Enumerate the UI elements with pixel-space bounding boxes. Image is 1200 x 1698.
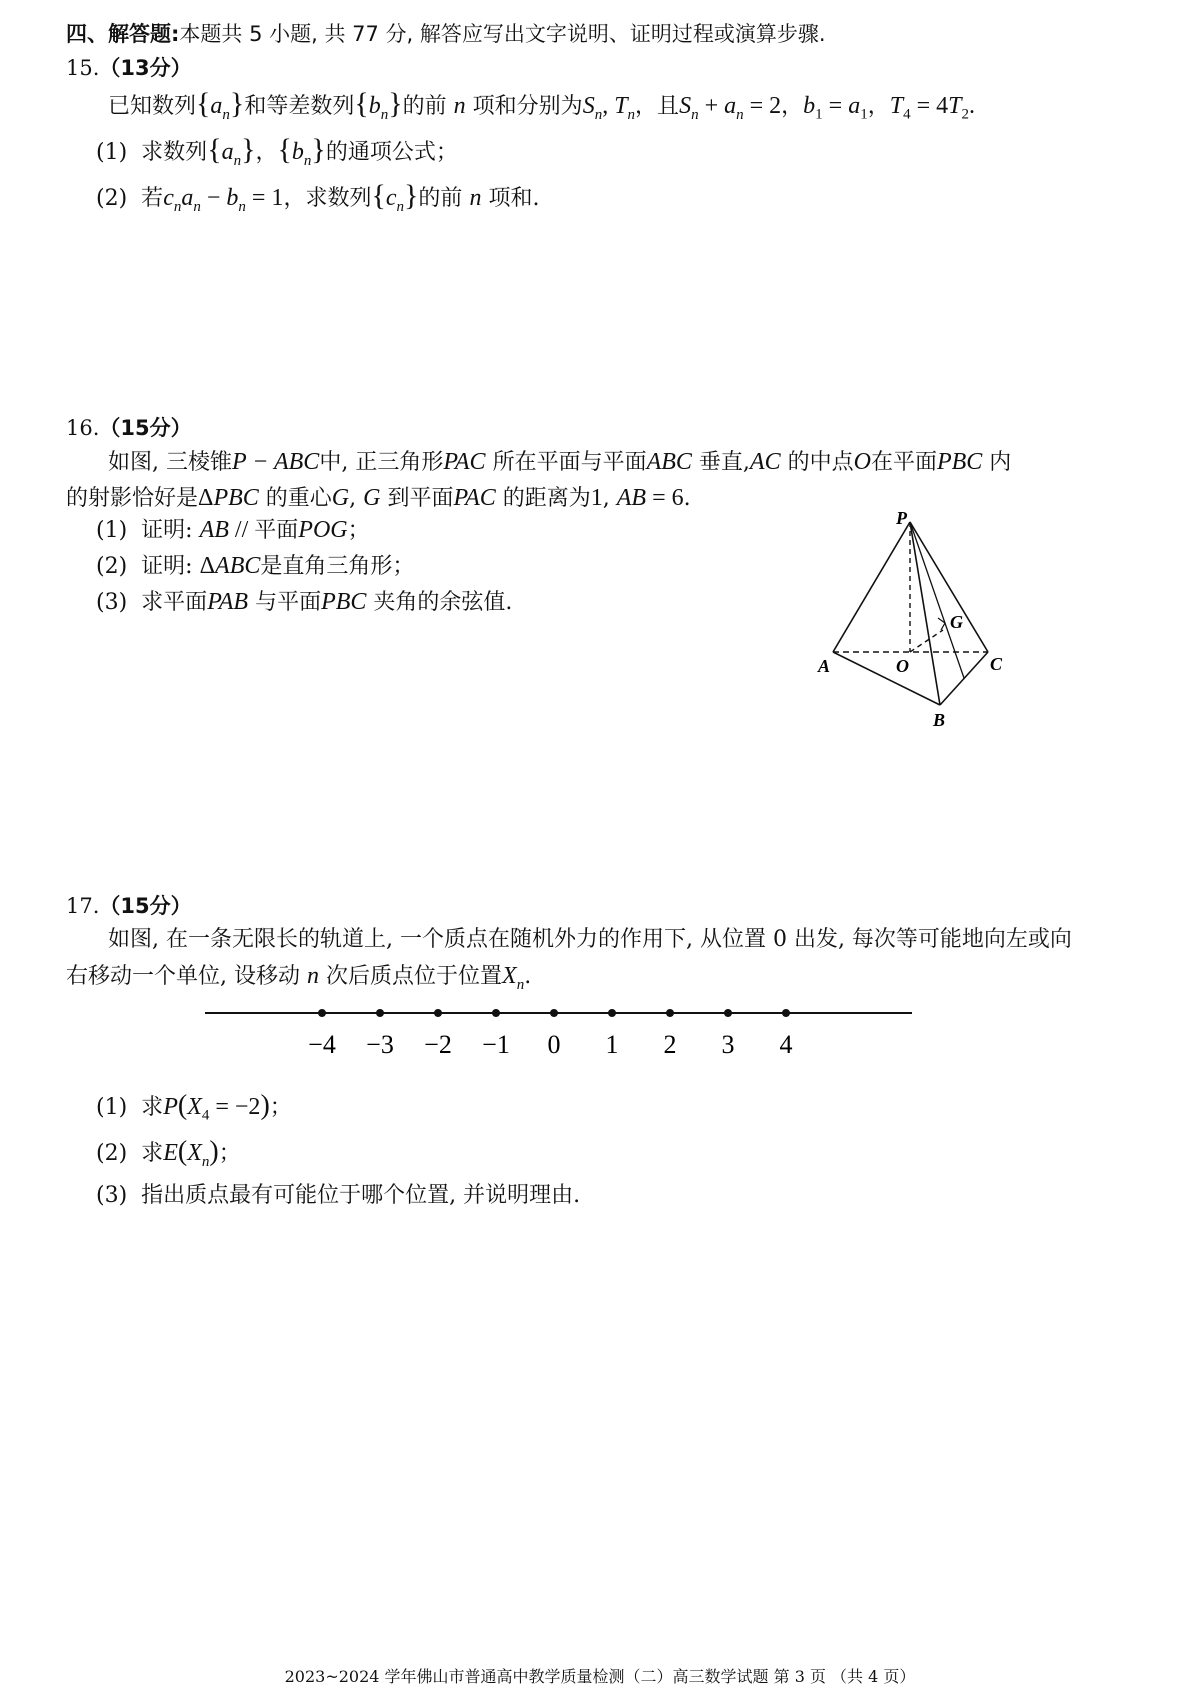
edge-PA [833, 522, 910, 652]
section-title: 四、解答题 [66, 22, 171, 46]
q17-stem-text: 次后质点位于位置 [326, 964, 503, 989]
q16-part3-text: 与平面 [255, 590, 322, 615]
q17-part2-text: 求 [141, 1141, 164, 1166]
q16-part1-text: 证明: [141, 518, 193, 543]
q17-stem-line2: 右移动一个单位, 设移动 n 次后质点位于位置$X_n$. [66, 963, 532, 993]
number-line-labels [308, 1030, 792, 1059]
number-line-point [318, 1009, 326, 1017]
segment-OG [910, 630, 943, 652]
q16-stem-text: 内 [989, 450, 1012, 475]
edge-PB [910, 522, 940, 705]
number-line-point [376, 1009, 384, 1017]
number-line-tick-label: 2 [663, 1030, 677, 1059]
q17-number: 17. [66, 894, 100, 918]
edge-BC [940, 652, 988, 705]
q17-part1-text: 求 [141, 1095, 164, 1120]
q16-part3-text: 求平面 [141, 590, 208, 615]
q15-heading [66, 52, 192, 82]
q16-part1-text: 平面 [254, 518, 299, 543]
q16-stem-text: 的中点 [787, 450, 854, 475]
q17-stem-text: 右移动一个单位, 设移动 [66, 964, 300, 989]
q16-score: （15分） [99, 416, 192, 440]
section-header: 四、解答题:本题共 5 小题, 共 77 分, 解答应写出文字说明、证明过程或演算步骤. [66, 22, 826, 46]
label-G: G [950, 612, 963, 632]
q16-stem-text: 垂直, [698, 450, 750, 475]
q16-stem-text: 在平面 [870, 450, 937, 475]
q17-part3-text: 指出质点最有可能位于哪个位置, 并说明理由. [141, 1183, 581, 1208]
q17-part1-text: ； [269, 1095, 292, 1120]
q17-score: （15分） [99, 894, 192, 918]
number-line-point [724, 1009, 732, 1017]
q15-part2-text: 的前 [418, 186, 463, 211]
q15-score: （13分） [99, 56, 192, 80]
number-line-point [492, 1009, 500, 1017]
q16-stem-text: 中, 正三角形 [319, 450, 444, 475]
q17-stem-line1: 如图, 在一条无限长的轨道上, 一个质点在随机外力的作用下, 从位置 0 出发, 每次等可能地向左或向 [108, 927, 1072, 952]
q15-stem-text: 和等差数列 [244, 94, 355, 119]
q16-part3-text: 夹角的余弦值. [373, 590, 513, 615]
q15-part2-text: 若 [141, 186, 164, 211]
q15-part1: (1) 求数列$\{a_n\}$，$\{b_n\}$的通项公式； [96, 133, 458, 169]
q16-part2-label: (2) [96, 554, 128, 579]
number-line-tick-label: −4 [308, 1030, 336, 1059]
number-line-point [608, 1009, 616, 1017]
number-line-point [550, 1009, 558, 1017]
q16-stem-text: , [349, 486, 357, 511]
number-line-tick-label: −2 [424, 1030, 452, 1059]
q16-stem-text: 的射影恰好是 [66, 486, 199, 511]
q15-part2-text: ，求数列 [283, 186, 372, 211]
q17-part2-text: ； [218, 1141, 241, 1166]
q17-part3-label: (3) [96, 1183, 128, 1208]
q16-part3-label: (3) [96, 590, 128, 615]
edge-PC [910, 522, 988, 652]
number-line-tick-label: 1 [605, 1030, 619, 1059]
q15-part1-text: ， [255, 140, 278, 165]
q17-part1: (1) 求$P(X_4 = -2)$； [96, 1090, 292, 1124]
q16-stem-line2: 的射影恰好是ΔPBC 的重心G, G 到平面PAC 的距离为1, AB = 6. [66, 485, 691, 511]
q16-stem-text: . [683, 486, 691, 511]
q16-part3: (3) 求平面PAB 与平面PBC 夹角的余弦值. [96, 589, 513, 615]
section-instruction: 本题共 5 小题, 共 77 分, 解答应写出文字说明、证明过程或演算步骤. [179, 22, 826, 46]
number-line-tick-label: 3 [721, 1030, 735, 1059]
q15-part1-text: 求数列 [141, 140, 208, 165]
number-line [200, 995, 920, 1065]
q17-part2: (2) 求$E(X_n)$； [96, 1136, 241, 1170]
q15-number: 15. [66, 56, 100, 80]
number-line-tick-label: 0 [547, 1030, 561, 1059]
number-line-point [434, 1009, 442, 1017]
label-C: C [990, 654, 1003, 674]
q15-stem-text: ， [781, 94, 804, 119]
q17-part3 [96, 1178, 580, 1214]
q17-stem-text: . [524, 964, 532, 989]
q16-stem-text: 如图, 三棱锥 [108, 450, 232, 475]
q16-part1: (1) 证明: AB // 平面POG； [96, 517, 370, 543]
q15-part1-label: (1) [96, 140, 128, 165]
q16-part2-text: 证明: [141, 554, 193, 579]
edge-AB [833, 652, 940, 705]
q16-heading [66, 412, 192, 442]
q15-part1-text: 的通项公式； [325, 140, 458, 165]
q16-stem-line1: 如图, 三棱锥P − ABC中, 正三角形PAC 所在平面与平面ABC 垂直,AC 的中点O在平面PBC 内 [108, 449, 1012, 475]
q16-part1-label: (1) [96, 518, 128, 543]
number-line-tick-label: −1 [482, 1030, 510, 1059]
q15-part2: (2) 若$c_na_n - b_n = 1$，求数列$\{c_n\}$的前 n 项和. [96, 179, 540, 215]
number-line-point [782, 1009, 790, 1017]
q17-heading [66, 890, 192, 920]
number-line-tick-label: 4 [779, 1030, 793, 1059]
q17-part1-label: (1) [96, 1095, 128, 1120]
label-P: P [896, 508, 907, 528]
label-A: A [818, 656, 831, 676]
q16-number: 16. [66, 416, 100, 440]
q15-stem-text: 的前 [402, 94, 447, 119]
q15-part2-text: 项和. [488, 186, 540, 211]
q16-part2: (2) 证明: ΔABC是直角三角形； [96, 553, 415, 579]
page-footer: 2023~2024 学年佛山市普通高中教学质量检测（二）高三数学试题 第 3 页 （共 4 页） [284, 1667, 916, 1686]
q15-stem-text: ， [867, 94, 890, 119]
q16-stem-text: 的距离为 [502, 486, 591, 511]
q15-part2-label: (2) [96, 186, 128, 211]
number-line-tick-label: −3 [366, 1030, 394, 1059]
label-B: B [933, 710, 946, 730]
q16-stem-text: 到平面 [387, 486, 454, 511]
q15-stem-text: 已知数列 [108, 94, 197, 119]
q15-stem-text: 项和分别为 [472, 94, 583, 119]
q15-stem: 已知数列$\{a_n\}$和等差数列$\{b_n\}$的前 n 项和分别为$S_n$, $T_n$，且$S_n + a_n = 2$，$b_1 = a_1$，$T_4 = 4T_2$. [108, 87, 975, 123]
q16-part2-text: 是直角三角形； [260, 554, 415, 579]
q16-part1-text: ； [347, 518, 370, 543]
q17-part2-label: (2) [96, 1141, 128, 1166]
q16-stem-text: 的重心 [265, 486, 332, 511]
number-line-point [666, 1009, 674, 1017]
tetrahedron-figure [800, 500, 1040, 740]
q16-stem-text: , [602, 486, 610, 511]
q15-stem-text: ，且 [635, 94, 680, 119]
q16-stem-text: 所在平面与平面 [492, 450, 647, 475]
label-O: O [896, 656, 909, 676]
